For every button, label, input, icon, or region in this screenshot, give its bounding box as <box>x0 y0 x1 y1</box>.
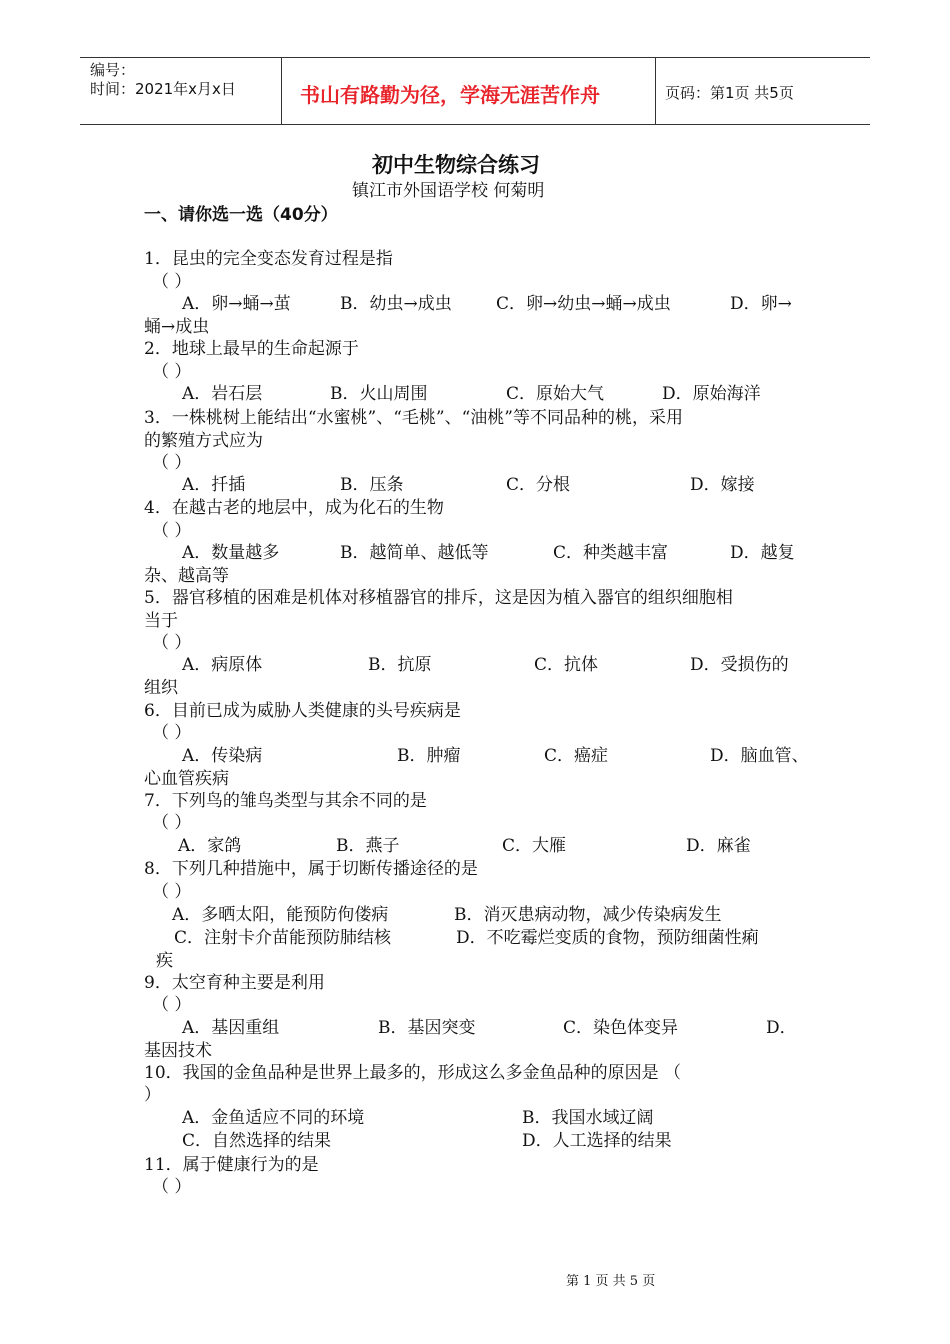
option-b: B．越简单、越低等 <box>340 543 489 563</box>
question-stem: 1．昆虫的完全变态发育过程是指 <box>144 249 393 269</box>
option-a: A．基因重组 <box>182 1018 280 1038</box>
answer-blank: （ ） <box>152 272 192 292</box>
page-indicator: 页码：第1页 共5页 <box>665 84 794 102</box>
question-stem: 5．器官移植的困难是机体对移植器官的排斥，这是因为植入器官的组织细胞相 <box>144 588 733 608</box>
option-d-continued: 心血管疾病 <box>144 769 229 789</box>
option-b: B．消灭患病动物，减少传染病发生 <box>454 905 722 925</box>
option-d-continued: 组织 <box>144 678 178 698</box>
option-b: B．抗原 <box>368 655 432 675</box>
date-label: 时间：2021年x月x日 <box>90 80 236 98</box>
option-d-continued: 蛹→成虫 <box>144 317 210 337</box>
option-a: A．家鸽 <box>178 836 242 856</box>
answer-blank: ） <box>144 1085 161 1105</box>
option-b: B．燕子 <box>336 836 400 856</box>
option-c: C．染色体变异 <box>563 1018 679 1038</box>
option-a: A．病原体 <box>182 655 263 675</box>
option-c: C．卵→幼虫→蛹→成虫 <box>496 294 671 314</box>
option-c: C．抗体 <box>534 655 599 675</box>
header-bottom-rule <box>80 124 870 125</box>
option-c: C．种类越丰富 <box>553 543 669 563</box>
answer-blank: （ ） <box>152 521 192 541</box>
document-title: 初中生物综合练习 <box>372 153 540 177</box>
option-a: A．多晒太阳，能预防佝偻病 <box>172 905 389 925</box>
answer-blank: （ ） <box>152 362 192 382</box>
option-a: A．传染病 <box>182 746 263 766</box>
question-stem: 10．我国的金鱼品种是世界上最多的，形成这么多金鱼品种的原因是 （ <box>144 1063 682 1083</box>
option-c: C．自然选择的结果 <box>182 1131 332 1151</box>
option-d: D． <box>766 1018 797 1038</box>
option-b: B．基因突变 <box>378 1018 476 1038</box>
option-b: B．幼虫→成虫 <box>340 294 452 314</box>
header-divider <box>281 57 282 124</box>
option-c: C．原始大气 <box>506 384 605 404</box>
question-stem: 4．在越古老的地层中，成为化石的生物 <box>144 498 444 518</box>
header-divider <box>655 57 656 124</box>
question-stem: 9．太空育种主要是利用 <box>144 973 325 993</box>
answer-blank: （ ） <box>152 723 192 743</box>
option-d-continued: 杂、越高等 <box>144 566 229 586</box>
motto: 书山有路勤为径，学海无涯苦作舟 <box>300 83 600 107</box>
answer-blank: （ ） <box>152 882 192 902</box>
question-stem: 11．属于健康行为的是 <box>144 1155 319 1175</box>
option-d-continued: 疾 <box>156 951 173 971</box>
option-d: D．不吃霉烂变质的食物，预防细菌性痢 <box>456 928 759 948</box>
option-a: A．扦插 <box>182 475 246 495</box>
option-a: A．金鱼适应不同的环境 <box>182 1108 365 1128</box>
answer-blank: （ ） <box>152 813 192 833</box>
option-c: C．注射卡介苗能预防肺结核 <box>174 928 392 948</box>
option-a: A．岩石层 <box>182 384 263 404</box>
option-d: D．麻雀 <box>686 836 751 856</box>
option-d: D．受损伤的 <box>690 655 789 675</box>
option-b: B．肿瘤 <box>397 746 461 766</box>
option-d-continued: 基因技术 <box>144 1041 212 1061</box>
question-stem: 8．下列几种措施中，属于切断传播途径的是 <box>144 859 478 879</box>
answer-blank: （ ） <box>152 633 192 653</box>
option-d: D．脑血管、 <box>710 746 809 766</box>
option-d: D．越复 <box>730 543 795 563</box>
option-c: C．大雁 <box>502 836 567 856</box>
question-stem-continued: 的繁殖方式应为 <box>144 431 263 451</box>
serial-label: 编号： <box>90 61 136 79</box>
document-author: 镇江市外国语学校 何菊明 <box>352 181 545 201</box>
option-b: B．压条 <box>340 475 404 495</box>
section-heading: 一、请你选一选（40分） <box>144 205 338 225</box>
option-c: C．癌症 <box>544 746 609 766</box>
option-c: C．分根 <box>506 475 571 495</box>
question-stem-continued: 当于 <box>144 611 178 631</box>
header-top-rule <box>80 57 870 58</box>
question-stem: 2．地球上最早的生命起源于 <box>144 339 359 359</box>
option-b: B．我国水域辽阔 <box>522 1108 654 1128</box>
answer-blank: （ ） <box>152 1177 192 1197</box>
option-b: B．火山周围 <box>330 384 428 404</box>
answer-blank: （ ） <box>152 995 192 1015</box>
option-d: D．原始海洋 <box>662 384 761 404</box>
question-stem: 7．下列鸟的雏鸟类型与其余不同的是 <box>144 791 427 811</box>
page-footer: 第 1 页 共 5 页 <box>566 1274 656 1289</box>
option-a: A．卵→蛹→茧 <box>182 294 291 314</box>
option-d: D．人工选择的结果 <box>522 1131 672 1151</box>
option-d: D．卵→ <box>730 294 792 314</box>
option-a: A．数量越多 <box>182 543 280 563</box>
question-stem: 6．目前已成为威胁人类健康的头号疾病是 <box>144 701 461 721</box>
question-stem: 3．一株桃树上能结出“水蜜桃”、“毛桃”、“油桃”等不同品种的桃，采用 <box>144 408 683 428</box>
option-d: D．嫁接 <box>690 475 755 495</box>
answer-blank: （ ） <box>152 453 192 473</box>
